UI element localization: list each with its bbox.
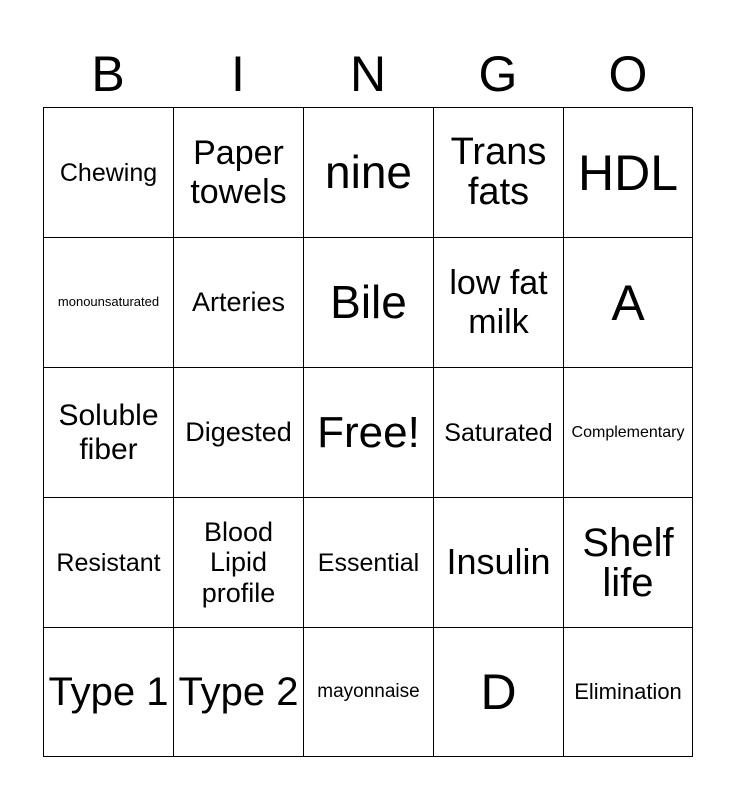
bingo-cell[interactable]: low fat milk (433, 237, 563, 367)
bingo-cell[interactable]: Bile (303, 237, 433, 367)
bingo-cell[interactable]: Digested (173, 367, 303, 497)
header-letter-g: G (478, 46, 518, 102)
free-space[interactable]: Free! (303, 367, 433, 497)
header-letter-b: B (91, 46, 125, 102)
bingo-header (43, 40, 693, 108)
bingo-cell[interactable]: Saturated (433, 367, 563, 497)
bingo-cell[interactable]: Trans fats (433, 107, 563, 237)
bingo-cell[interactable]: Shelf life (563, 497, 693, 627)
bingo-board (43, 107, 693, 757)
bingo-cell[interactable]: Type 1 (43, 627, 173, 757)
bingo-cell[interactable]: Insulin (433, 497, 563, 627)
header-letter-i: I (231, 46, 245, 102)
bingo-cell[interactable]: HDL (563, 107, 693, 237)
bingo-cell[interactable]: Blood Lipid profile (173, 497, 303, 627)
bingo-cell[interactable]: Resistant (43, 497, 173, 627)
header-letter-n: N (349, 46, 387, 102)
bingo-cell[interactable]: nine (303, 107, 433, 237)
header-letter-o: O (608, 46, 648, 102)
bingo-cell[interactable]: Complementary (563, 367, 693, 497)
bingo-cell[interactable]: Soluble fiber (43, 367, 173, 497)
bingo-cell[interactable]: mayonnaise (303, 627, 433, 757)
bingo-cell[interactable]: Paper towels (173, 107, 303, 237)
bingo-cell[interactable]: A (563, 237, 693, 367)
bingo-cell[interactable]: D (433, 627, 563, 757)
bingo-cell[interactable]: Type 2 (173, 627, 303, 757)
bingo-cell[interactable]: monounsaturated (43, 237, 173, 367)
bingo-cell[interactable]: Elimination (563, 627, 693, 757)
bingo-cell[interactable]: Essential (303, 497, 433, 627)
bingo-cell[interactable]: Chewing (43, 107, 173, 237)
bingo-cell[interactable]: Arteries (173, 237, 303, 367)
